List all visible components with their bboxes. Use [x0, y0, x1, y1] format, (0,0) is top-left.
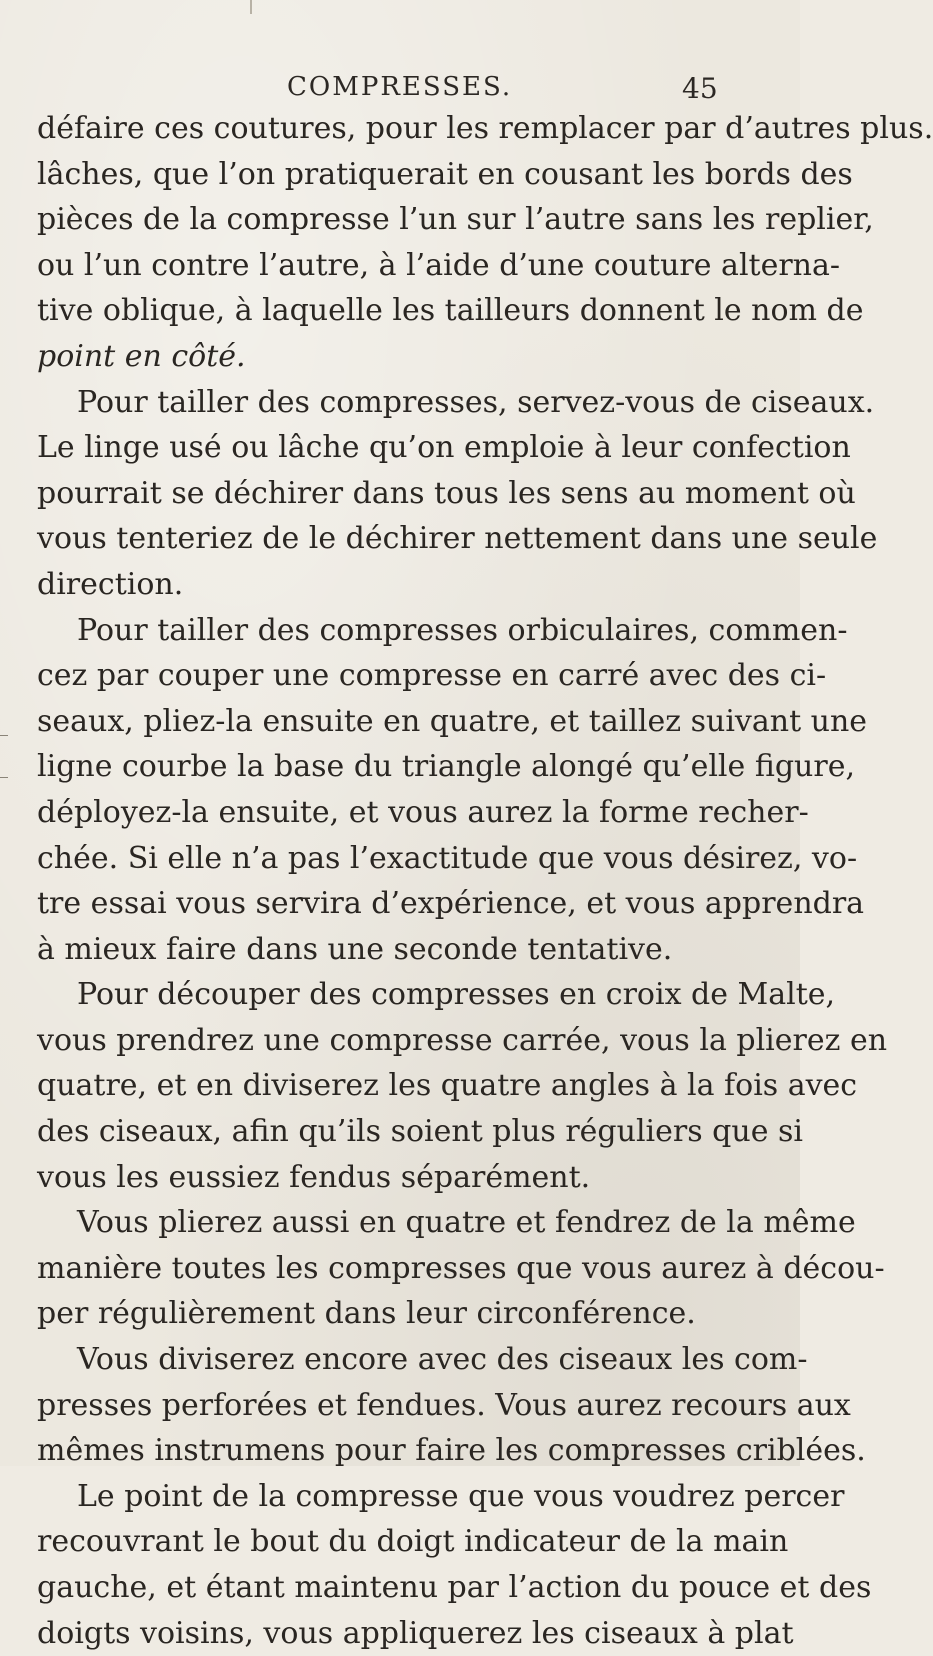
- text-line: Vous plierez aussi en quatre et fendrez de la même: [77, 1205, 856, 1241]
- text-line: tre essai vous servira d’expérience, et vous apprendra: [37, 886, 865, 922]
- text-line: à mieux faire dans une seconde tentative.: [37, 931, 673, 967]
- text-line: pièces de la compresse l’un sur l’autre sans les replier,: [37, 202, 874, 238]
- text-line: presses perforées et fendues. Vous aurez recours aux: [37, 1387, 851, 1423]
- text-line: ligne courbe la base du triangle alongé qu’elle figure,: [37, 749, 855, 785]
- text-line: des ciseaux, afin qu’ils soient plus réguliers que si: [37, 1114, 803, 1150]
- text-line: vous les eussiez fendus séparément.: [37, 1159, 591, 1195]
- text-line: per régulièrement dans leur circonférence.: [37, 1296, 696, 1332]
- text-line: recouvrant le bout du doigt indicateur de la main: [37, 1524, 789, 1560]
- text-line: point en côté.: [37, 338, 246, 374]
- text-line: chée. Si elle n’a pas l’exactitude que vous désirez, vo-: [37, 840, 858, 876]
- text-line: mêmes instrumens pour faire les compresses criblées.: [37, 1433, 866, 1469]
- text-line: manière toutes les compresses que vous aurez à décou-: [37, 1250, 885, 1286]
- text-line: défaire ces coutures, pour les remplacer par d’autres plus.: [37, 111, 933, 146]
- text-line: Vous diviserez encore avec des ciseaux les com-: [77, 1342, 808, 1378]
- text-line: tive oblique, à laquelle les tailleurs donnent le nom de: [37, 293, 864, 329]
- running-title: COMPRESSES.: [287, 72, 513, 102]
- text-line: Pour tailler des compresses orbiculaires, commen-: [77, 612, 848, 648]
- text-line: cez par couper une compresse en carré avec des ci-: [37, 658, 827, 694]
- text-line: doigts voisins, vous appliquerez les ciseaux à plat: [37, 1615, 794, 1651]
- text-line: vous tenteriez de le déchirer nettement dans une seule: [37, 521, 878, 557]
- page-number: 45: [682, 72, 718, 105]
- text-line: pourrait se déchirer dans tous les sens au moment où: [37, 475, 856, 511]
- text-line: Pour découper des compresses en croix de Malte,: [77, 977, 836, 1013]
- body-text: [37, 106, 933, 1656]
- text-line: vous prendrez une compresse carrée, vous la plierez en: [37, 1022, 888, 1058]
- text-line: Pour tailler des compresses, servez-vous de ciseaux.: [77, 384, 875, 420]
- margin-mark: [0, 735, 8, 736]
- running-head: [0, 72, 800, 108]
- page-edge-mark: [250, 0, 252, 14]
- margin-mark: [0, 777, 8, 778]
- text-line: Le point de la compresse que vous voudrez percer: [77, 1478, 845, 1514]
- text-line: quatre, et en diviserez les quatre angles à la fois avec: [37, 1068, 858, 1104]
- text-line: déployez-la ensuite, et vous aurez la forme recher-: [37, 794, 809, 830]
- text-line: Le linge usé ou lâche qu’on emploie à leur confection: [37, 430, 851, 466]
- text-line: ou l’un contre l’autre, à l’aide d’une couture alterna-: [37, 247, 841, 283]
- text-line: gauche, et étant maintenu par l’action du pouce et des: [37, 1570, 872, 1605]
- text-line: lâches, que l’on pratiquerait en cousant les bords des: [37, 156, 853, 192]
- text-line: seaux, pliez-la ensuite en quatre, et taillez suivant une: [37, 703, 868, 739]
- text-line: direction.: [37, 566, 184, 602]
